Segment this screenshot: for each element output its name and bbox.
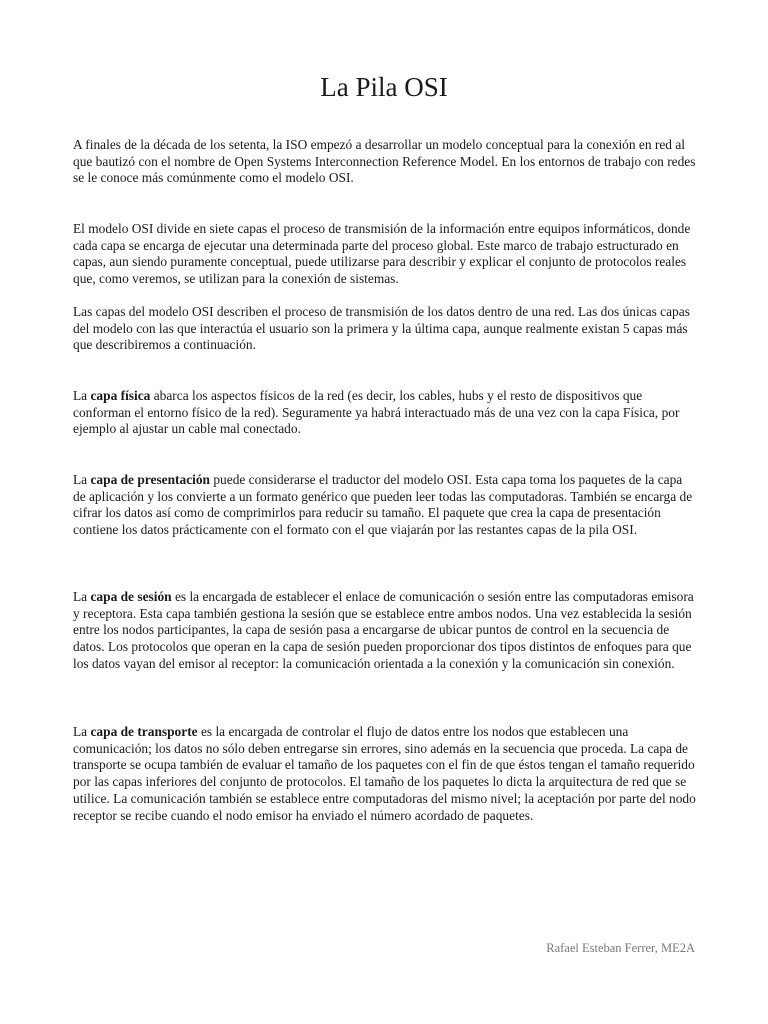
paragraph-text: El modelo OSI divide en siete capas el proceso de transmisión de la información entre equipos informáticos, donde cada capa se encarga de ejecutar una determinada parte del proceso global. Este marco de trabajo estructurado en capas, aun siendo puramente conceptual, puede utilizarse para describir y explicar el conjunto de protocolos reales que, como veremos, se utilizan para la conexión de sistemas. (73, 221, 691, 287)
layer-term: capa física (90, 388, 151, 403)
model-description-paragraph (73, 221, 698, 288)
paragraph-text: A finales de la década de los setenta, la ISO empezó a desarrollar un modelo conceptual para la conexión en red al que bautizó con el nombre de Open Systems Interconnection Reference Model. En los entornos de trabajo con redes se le conoce más comúnmente como el modelo OSI. (73, 137, 696, 186)
layers-overview-paragraph (73, 304, 698, 354)
paragraph-text: Las capas del modelo OSI describen el proceso de transmisión de los datos dentro de una red. Las dos únicas capas del modelo con las que interactúa el usuario son la primera y la última capa, aunque realmente existan 5 capas más que describiremos a continuación. (73, 304, 690, 353)
paragraph-text: puede considerarse el traductor del modelo OSI. Esta capa toma los paquetes de la capa de aplicación y los convierte a un formato genérico que pueden leer todas las computadoras. También se encarga de cifrar los datos así como de comprimirlos para reducir su tamaño. El paquete que crea la capa de presentación contiene los datos prácticamente con el formato con el que viajarán por las restantes capas de la pila OSI. (73, 472, 693, 538)
intro-paragraph (73, 137, 698, 187)
layer-term: capa de sesión (90, 589, 172, 604)
transport-layer-paragraph (73, 724, 698, 824)
physical-layer-paragraph (73, 388, 698, 438)
layer-term: capa de presentación (90, 472, 211, 487)
paragraph-text: es la encargada de controlar el flujo de datos entre los nodos que establecen una comunicación; los datos no sólo deben entregarse sin errores, sino además en la secuencia que proceda. La capa de transporte se ocupa también de evaluar el tamaño de los paquetes con el fin de que éstos tengan el tamaño requerido por las capas inferiores del conjunto de protocolos. El tamaño de los paquetes lo dicta la arquitectura de red que se utilice. La comunicación también se establece entre computadoras del mismo nivel; la aceptación por parte del nodo receptor se recibe cuando el nodo emisor ha enviado el número acordado de paquetes. (73, 724, 696, 823)
author-footer: Rafael Esteban Ferrer, ME2A (546, 941, 695, 955)
paragraph-prefix: La (73, 589, 91, 604)
paragraph-text: abarca los aspectos físicos de la red (es decir, los cables, hubs y el resto de dispositivos que conforman el entorno físico de la red). Seguramente ya habrá interactuado más de una vez con la capa Física, por ejemplo al ajustar un cable mal conectado. (73, 388, 680, 437)
layer-term: capa de transporte (90, 724, 198, 739)
paragraph-prefix: La (73, 472, 91, 487)
paragraph-prefix: La (73, 388, 91, 403)
session-layer-paragraph (73, 589, 698, 673)
presentation-layer-paragraph (73, 472, 698, 539)
paragraph-text: es la encargada de establecer el enlace de comunicación o sesión entre las computadoras emisora y receptora. Esta capa también gestiona la sesión que se establece entre ambos nodos. Una vez establecida la sesión entre los nodos participantes, la capa de sesión pasa a encargarse de ubicar puntos de control en la secuencia de datos. Los protocolos que operan en la capa de sesión pueden proporcionar dos tipos distintos de enfoques para que los datos vayan del emisor al receptor: la comunicación orientada a la conexión y la comunicación sin conexión. (73, 589, 694, 671)
document-title: La Pila OSI (320, 72, 448, 102)
paragraph-prefix: La (73, 724, 91, 739)
